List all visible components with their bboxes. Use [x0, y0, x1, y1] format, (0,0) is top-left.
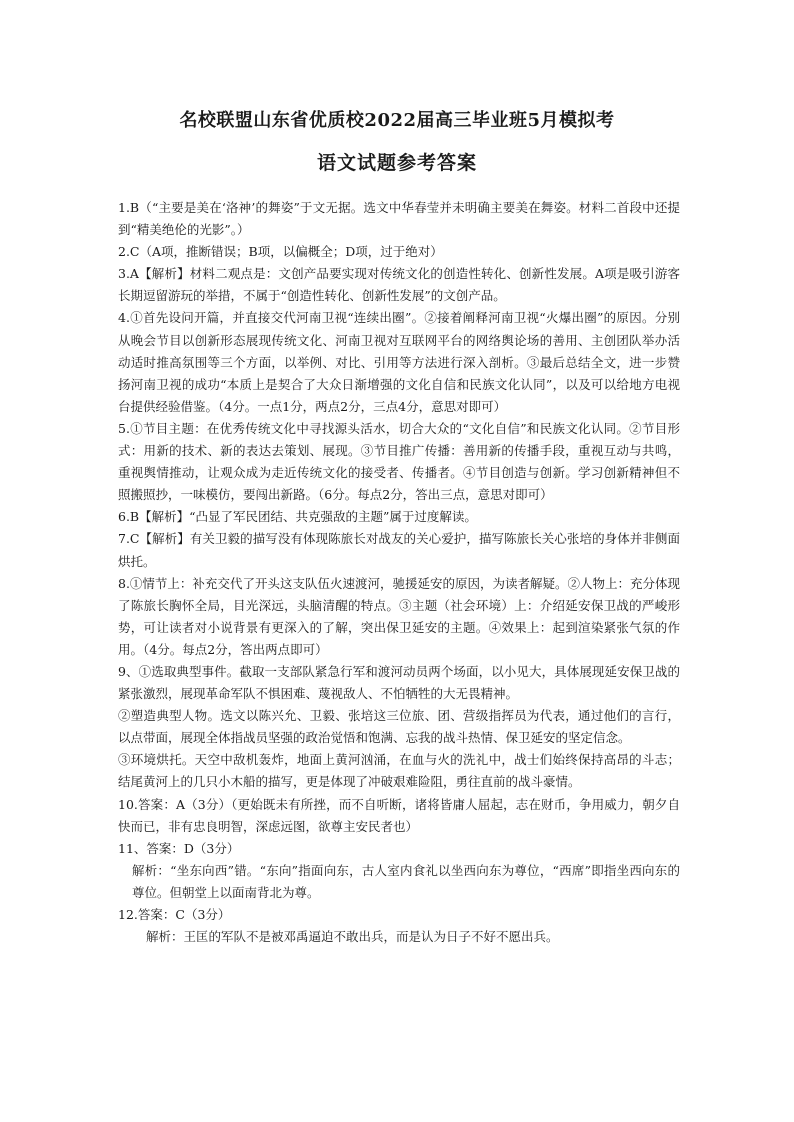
answer-9-point-1: 9、①选取典型事件。截取一支部队紧急行军和渡河动员两个场面，以小见大，具体展现延安保卫战的紧张激烈，展现革命军队不惧困难、蔑视敌人、不怕牺牲的大无畏精神。 [118, 663, 680, 702]
answer-10: 10.答案：A（3分）（更始既未有所挫，而不自听断，诸将皆庸人屈起，志在财币，争用威力，朝夕自快而已，非有忠良明智，深虑远图，欲尊主安民者也） [118, 796, 680, 834]
answer-7: 7.C【解析】有关卫毅的描写没有体现陈旅长对战友的关心爱护，描写陈旅长关心张培的身体并非侧面烘托。 [118, 531, 680, 569]
answer-11: 11、答案：D（3分） [118, 840, 240, 856]
page-subtitle: 语文试题参考答案 [316, 152, 477, 174]
answer-8: 8.①情节上：补充交代了开头这支队伍火速渡河，驰援延安的原因，为读者解疑。②人物上：充分体现了陈旅长胸怀全局，目光深远，头脑清醒的特点。③主题（社会环境）上：介绍延安保卫战的严峻形势，可让读者对小说背景有更深入的了解，突出保卫延安的主题。④效果上：起到渲染紧张气氛的作用。（4分。每点2分，答出两点即可） [118, 575, 680, 657]
answer-5: 5.①节目主题：在优秀传统文化中寻找源头活水，切合大众的“文化自信”和民族文化认同。②节目形式：用新的技术、新的表达去策划、展现。③节目推广传播：善用新的传播手段，重视互动与共鸣，重视舆情推动，让观众成为走近传统文化的接受者、传播者。④节目创造与创新。学习创新精神但不照搬照抄，一味模仿，要闯出新路。（6分。每点2分，答出三点，意思对即可） [118, 420, 680, 503]
answer-1: 1.B（“主要是美在‘洛神’的舞姿”于文无据。选文中华春莹并未明确主要美在舞姿。材料二首段中还提到“精美绝伦的光影”。） [118, 200, 680, 238]
answer-2: 2.C（A项，推断错误；B项，以偏概全；D项，过于绝对） [118, 244, 443, 260]
answer-9-point-3: ③环境烘托。天空中敌机轰炸，地面上黄河汹涌，在血与火的洗礼中，战士们始终保持高昂的斗志；结尾黄河上的几只小木船的描写，更是体现了冲破艰难险阻，勇往直前的战斗豪情。 [118, 752, 680, 790]
answer-9-point-2: ②塑造典型人物。选文以陈兴允、卫毅、张培这三位旅、团、营级指挥员为代表，通过他们的言行，以点带面，展现全体指战员坚强的政治觉悟和饱满、忘我的战斗热情、保卫延安的坚定信念。 [118, 708, 680, 746]
page-title: 名校联盟山东省优质校2022届高三毕业班5月模拟考 [179, 110, 615, 131]
answer-3: 3.A【解析】材料二观点是：文创产品要实现对传统文化的创造性转化、创新性发展。A项是吸引游客长期逗留游玩的举措，不属于“创造性转化、创新性发展”的文创产品。 [118, 266, 680, 304]
answer-12-explanation: 解析：王匡的军队不是被邓禹逼迫不敢出兵，而是认为日子不好不愿出兵。 [146, 929, 559, 945]
answer-6: 6.B【解析】“凸显了军民团结、共克强敌的主题”属于过度解读。 [118, 509, 477, 525]
answer-4: 4.①首先设问开篇，并直接交代河南卫视“连续出圈”。②接着阐释河南卫视“火爆出圈”的原因。分别从晚会节目以创新形态展现传统文化、河南卫视对互联网平台的网络舆论场的善用、主创团队举办活动适时推高氛围等三个方面，以举例、对比、引用等方法进行深入剖析。③最后总结全文，进一步赞扬河南卫视的成功“本质上是契合了大众日渐增强的文化自信和民族文化认同”，以及可以给地方电视台提供经验借鉴。（4分。一点1分，两点2分，三点4分，意思对即可） [118, 310, 680, 414]
answer-body [118, 197, 680, 948]
answer-12: 12.答案：C（3分） [118, 907, 231, 922]
answer-11-explanation: 解析：“坐东向西”错。“东向”指面向东，古人室内食礼以坐西向东为尊位，“西席”即指坐西向东的尊位。但朝堂上以面南背北为尊。 [132, 862, 680, 900]
